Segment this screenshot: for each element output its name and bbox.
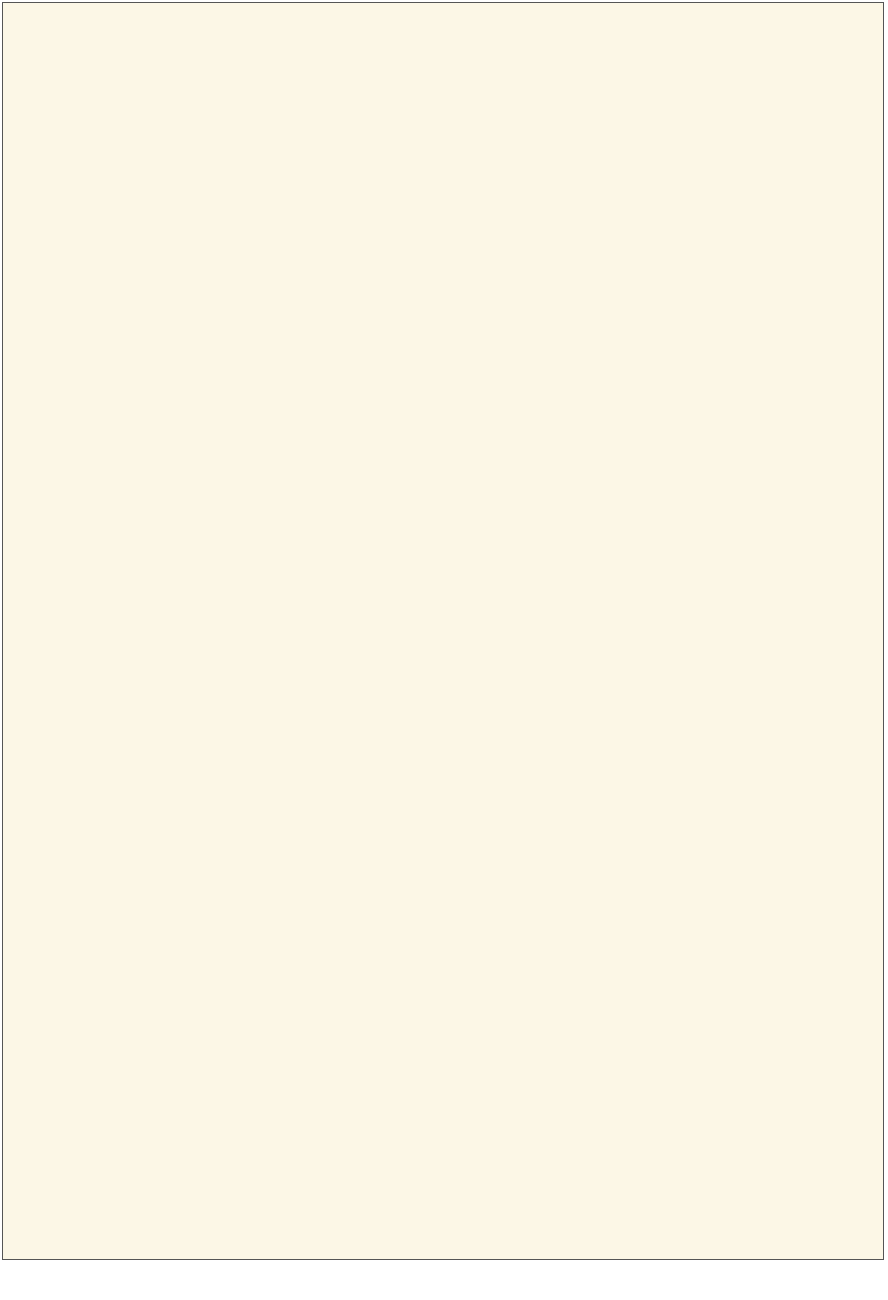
lower-text-block: [90, 665, 780, 1105]
upper-text-block: [90, 143, 780, 613]
manuscript-page: [2, 2, 884, 1260]
